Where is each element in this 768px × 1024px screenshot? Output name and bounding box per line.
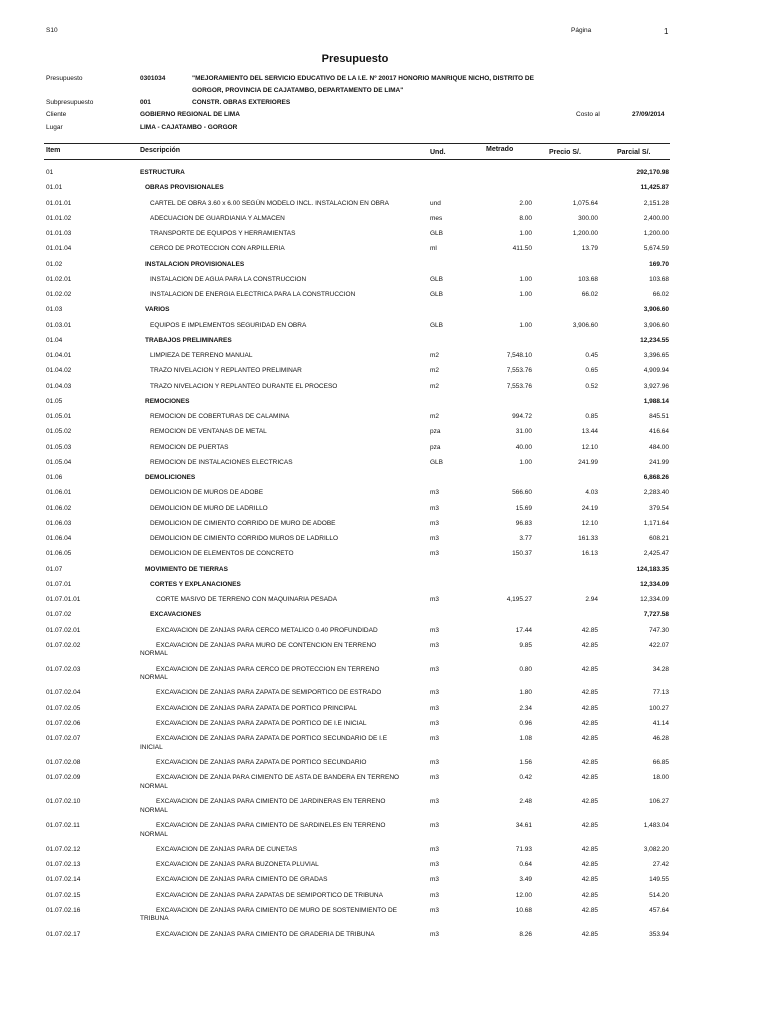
row-unit: m3	[430, 704, 440, 712]
row-unit: m2	[430, 382, 440, 390]
row-parcial: 1,200.00	[643, 230, 669, 237]
row-item: 01.07.02.05	[46, 704, 81, 712]
costo-label: Costo al	[576, 111, 600, 118]
row-item: 01.07.02.06	[46, 719, 81, 727]
row-precio: 42.85	[581, 891, 598, 899]
row-precio: 0.65	[585, 367, 598, 375]
row-unit: mes	[430, 214, 443, 222]
row-parcial: 608.21	[649, 535, 669, 542]
row-unit: m3	[430, 535, 440, 542]
row-description: LIMPIEZA DE TERRENO MANUAL	[150, 352, 253, 359]
row-item: 01	[46, 169, 54, 176]
row-parcial: 484.00	[649, 443, 669, 451]
row-parcial: 46.28	[652, 735, 669, 743]
row-description: ESTRUCTURA	[140, 169, 185, 176]
row-parcial: 292,170.98	[636, 169, 669, 176]
row-unit: m3	[430, 719, 440, 727]
col-header-descripcion: Descripción	[140, 147, 181, 154]
row-parcial: 2,151.28	[643, 199, 669, 207]
row-parcial: 3,906.60	[643, 321, 669, 329]
row-item: 01.06.03	[46, 519, 72, 527]
row-unit: m3	[430, 759, 440, 767]
row-parcial: 3,082.20	[643, 845, 669, 853]
row-item: 01.07.02.07	[46, 735, 81, 743]
row-unit: pza	[430, 443, 441, 451]
page-code: S10	[46, 27, 58, 34]
row-unit: m3	[430, 489, 440, 497]
row-description: EXCAVACIONES	[150, 611, 202, 619]
row-parcial: 124,183.35	[636, 565, 669, 573]
row-description: CERCO DE PROTECCION CON ARPILLERIA	[150, 245, 285, 253]
row-item: 01.01.03	[46, 230, 72, 237]
row-unit: m3	[430, 665, 440, 673]
col-header-metrado: Metrado	[486, 146, 514, 153]
row-parcial: 6,868.26	[643, 474, 669, 481]
row-description: EXCAVACION DE ZANJAS PARA ZAPATA DE PORTICO SECUNDARIO	[156, 759, 367, 767]
row-metrado: 411.50	[512, 245, 532, 253]
row-parcial: 747.30	[649, 626, 669, 634]
row-description: EXCAVACION DE ZANJAS PARA ZAPATA DE PORTICO PRINCIPAL	[156, 704, 357, 712]
row-item: 01.07.02.01	[46, 626, 81, 634]
row-precio: 0.45	[585, 352, 598, 359]
row-precio: 42.85	[581, 704, 598, 712]
row-parcial: 100.27	[649, 704, 669, 712]
row-parcial: 1,988.14	[643, 397, 669, 405]
row-metrado: 1.00	[519, 230, 532, 237]
col-header-precio: Precio S/.	[549, 149, 581, 156]
row-precio: 12.10	[581, 443, 598, 451]
row-description: DEMOLICION DE CIMIENTO CORRIDO DE MURO DE ADOBE	[150, 519, 336, 527]
row-item: 01.06.01	[46, 489, 72, 497]
row-item: 01.05	[46, 397, 63, 405]
presupuesto-label: Presupuesto	[46, 75, 83, 82]
row-unit: m3	[430, 550, 440, 558]
row-metrado: 7,553.76	[506, 382, 532, 390]
row-parcial: 34.28	[652, 665, 669, 673]
row-item: 01.04.03	[46, 382, 72, 390]
row-metrado: 1.56	[519, 759, 532, 767]
row-item: 01.07.01.01	[46, 596, 81, 603]
row-parcial: 353.94	[649, 930, 669, 938]
row-description: VARIOS	[145, 306, 170, 314]
row-metrado: 8.26	[519, 930, 532, 938]
row-metrado: 566.60	[512, 489, 532, 497]
row-unit: m3	[430, 822, 440, 829]
row-description: EXCAVACION DE ZANJAS PARA CIMIENTO DE MURO DE SOSTENIMIENTO DE	[156, 906, 398, 914]
lugar-label: Lugar	[46, 124, 63, 131]
row-description: EXCAVACION DE ZANJAS PARA CIMIENTO DE JARDINERAS EN TERRENO	[156, 798, 386, 806]
row-unit: m3	[430, 596, 440, 603]
page-title: Presupuesto	[321, 53, 389, 65]
row-unit: m3	[430, 626, 440, 634]
row-item: 01.04.02	[46, 367, 72, 375]
row-description: REMOCION DE PUERTAS	[150, 443, 229, 451]
row-description: MOVIMIENTO DE TIERRAS	[145, 565, 228, 573]
row-metrado: 0.42	[519, 774, 532, 782]
row-parcial: 3,906.60	[643, 306, 669, 314]
row-description: REMOCION DE VENTANAS DE METAL	[150, 428, 267, 436]
row-unit: m3	[430, 891, 440, 899]
row-precio: 42.85	[581, 876, 598, 884]
row-item: 01.07.02.17	[46, 930, 81, 938]
row-parcial: 1,171.64	[643, 519, 669, 527]
row-parcial: 2,425.47	[643, 550, 669, 558]
row-metrado: 0.80	[519, 665, 532, 673]
row-description: INSTALACION DE ENERGIA ELECTRICA PARA LA CONSTRUCCION	[150, 291, 356, 298]
row-description-continued: INICIAL	[140, 743, 163, 751]
row-description: EXCAVACION DE ZANJAS PARA CIMIENTO DE GRADERIA DE TRIBUNA	[156, 930, 375, 938]
row-metrado: 2.34	[519, 704, 532, 712]
row-description: EXCAVACION DE ZANJAS PARA ZAPATAS DE SEMIPORTICO DE TRIBUNA	[156, 891, 383, 899]
row-parcial: 12,234.55	[640, 336, 669, 344]
col-header-item: Item	[46, 147, 61, 154]
row-precio: 42.85	[581, 906, 598, 914]
row-parcial: 12,334.09	[640, 596, 669, 603]
row-description: DEMOLICION DE CIMIENTO CORRIDO MUROS DE LADRILLO	[150, 535, 339, 542]
row-precio: 42.85	[581, 822, 598, 829]
page-number: 1	[664, 27, 669, 36]
row-description: EXCAVACION DE ZANJAS PARA CIMIENTO DE SARDINELES EN TERRENO	[156, 822, 386, 829]
row-parcial: 66.85	[652, 759, 669, 767]
row-metrado: 994.72	[512, 413, 532, 420]
row-item: 01.02	[46, 260, 63, 268]
row-metrado: 1.00	[519, 458, 532, 466]
row-precio: 42.85	[581, 845, 598, 853]
row-precio: 42.85	[581, 798, 598, 806]
row-parcial: 379.54	[649, 504, 669, 512]
row-item: 01.02.01	[46, 275, 72, 283]
subpresupuesto-code: 001	[140, 99, 151, 106]
row-precio: 1,200.00	[572, 230, 598, 237]
row-item: 01.06	[46, 474, 63, 481]
row-precio: 13.44	[581, 428, 598, 436]
row-metrado: 1.00	[519, 291, 532, 298]
row-precio: 42.85	[581, 861, 598, 869]
row-metrado: 150.37	[512, 550, 532, 558]
row-item: 01.01.02	[46, 214, 72, 222]
row-precio: 16.13	[581, 550, 598, 558]
row-precio: 42.85	[581, 641, 598, 649]
row-description: REMOCION DE COBERTURAS DE CALAMINA	[150, 413, 290, 420]
presupuesto-name-line2: GORGOR, PROVINCIA DE CAJATAMBO, DEPARTAMENTO DE LIMA"	[192, 87, 404, 94]
row-unit: und	[430, 199, 441, 207]
row-item: 01.04	[46, 336, 63, 344]
row-parcial: 18.00	[652, 774, 669, 782]
row-item: 01.01.01	[46, 199, 72, 207]
presupuesto-code: 0301034	[140, 75, 166, 82]
row-unit: m3	[430, 876, 440, 884]
row-metrado: 2.48	[519, 798, 532, 806]
row-parcial: 3,927.96	[643, 382, 669, 390]
row-precio: 4.03	[585, 489, 598, 497]
row-parcial: 4,909.94	[643, 367, 669, 375]
row-unit: m2	[430, 352, 440, 359]
row-metrado: 4,195.27	[506, 596, 532, 603]
row-unit: GLB	[430, 458, 444, 466]
row-description: REMOCION DE INSTALACIONES ELECTRICAS	[150, 458, 293, 466]
row-description: TRABAJOS PRELIMINARES	[145, 336, 232, 344]
row-description: EXCAVACION DE ZANJAS PARA ZAPATA DE PORTICO SECUNDARIO DE I.E	[156, 735, 388, 743]
row-item: 01.04.01	[46, 352, 72, 359]
row-description: DEMOLICION DE ELEMENTOS DE CONCRETO	[150, 550, 294, 558]
row-description: INSTALACION DE AGUA PARA LA CONSTRUCCION	[150, 275, 307, 283]
row-description: EXCAVACION DE ZANJA PARA CIMIENTO DE ASTA DE BANDERA EN TERRENO	[156, 774, 400, 782]
row-item: 01.05.02	[46, 428, 72, 436]
row-description: ADECUACION DE GUARDIANIA Y ALMACEN	[150, 214, 285, 222]
row-metrado: 1.80	[519, 689, 532, 697]
row-description: TRAZO NIVELACION Y REPLANTEO DURANTE EL PROCESO	[150, 382, 338, 390]
row-precio: 42.85	[581, 759, 598, 767]
row-description: EXCAVACION DE ZANJAS PARA CERCO METALICO 0.40 PROFUNDIDAD	[156, 626, 378, 634]
row-precio: 24.19	[581, 504, 598, 512]
subpresupuesto-label: Subpresupuesto	[46, 99, 94, 106]
row-parcial: 5,674.59	[643, 245, 669, 253]
col-header-und: Und.	[430, 149, 446, 156]
row-metrado: 96.83	[515, 519, 532, 527]
row-parcial: 106.27	[649, 798, 669, 806]
row-metrado: 1.00	[519, 321, 532, 329]
row-description: OBRAS PROVISIONALES	[145, 184, 224, 192]
row-item: 01.07.02.12	[46, 845, 81, 853]
row-description: CORTE MASIVO DE TERRENO CON MAQUINARIA PESADA	[156, 596, 338, 603]
row-parcial: 66.02	[652, 291, 669, 298]
row-unit: m3	[430, 845, 440, 853]
row-parcial: 416.64	[649, 428, 669, 436]
row-parcial: 27.42	[652, 861, 669, 869]
row-precio: 0.85	[585, 413, 598, 420]
row-description: DEMOLICION DE MURO DE LADRILLO	[150, 504, 268, 512]
row-metrado: 7,548.10	[506, 352, 532, 359]
row-unit: GLB	[430, 291, 444, 298]
row-parcial: 2,283.40	[643, 489, 669, 497]
row-parcial: 422.07	[649, 641, 669, 649]
subpresupuesto-value: CONSTR. OBRAS EXTERIORES	[192, 99, 291, 106]
row-parcial: 77.13	[652, 689, 669, 697]
row-item: 01.05.04	[46, 458, 72, 466]
row-precio: 42.85	[581, 719, 598, 727]
row-item: 01.07.02.10	[46, 798, 81, 806]
row-parcial: 11,425.87	[640, 184, 669, 192]
row-precio: 13.79	[581, 245, 598, 253]
row-unit: m3	[430, 689, 440, 697]
row-metrado: 3.49	[519, 876, 532, 884]
row-unit: m3	[430, 519, 440, 527]
row-description-continued: NORMAL	[140, 650, 168, 658]
header-bottom-rule	[44, 159, 670, 160]
row-precio: 300.00	[578, 214, 598, 222]
row-description: EXCAVACION DE ZANJAS PARA ZAPATA DE SEMIPORTICO DE ESTRADO	[156, 689, 382, 697]
row-unit: GLB	[430, 230, 444, 237]
row-unit: m3	[430, 774, 440, 782]
row-metrado: 3.77	[519, 535, 532, 542]
row-item: 01.07.01	[46, 580, 72, 588]
row-metrado: 15.69	[515, 504, 532, 512]
row-item: 01.05.03	[46, 443, 72, 451]
row-parcial: 3,396.65	[643, 352, 669, 359]
row-metrado: 2.00	[519, 199, 532, 207]
row-description-continued: NORMAL	[140, 830, 168, 838]
row-precio: 42.85	[581, 689, 598, 697]
row-metrado: 17.44	[515, 626, 532, 634]
row-item: 01.07	[46, 565, 63, 573]
row-metrado: 12.00	[515, 891, 532, 899]
row-parcial: 7,727.58	[643, 611, 669, 619]
page-label: Página	[571, 27, 592, 34]
row-description: DEMOLICIONES	[145, 474, 196, 481]
cliente-label: Cliente	[46, 111, 67, 118]
row-description: CARTEL DE OBRA 3.60 x 6.00 SEGÚN MODELO INCL. INSTALACION EN OBRA	[150, 199, 390, 207]
row-item: 01.03.01	[46, 321, 72, 329]
row-description: EQUIPOS E IMPLEMENTOS SEGURIDAD EN OBRA	[150, 321, 307, 329]
row-item: 01.07.02	[46, 611, 72, 619]
row-unit: ml	[430, 245, 437, 253]
row-metrado: 8.00	[519, 214, 532, 222]
row-unit: m3	[430, 906, 440, 914]
row-description-continued: TRIBUNA	[140, 915, 169, 923]
row-item: 01.07.02.09	[46, 774, 81, 782]
row-description-continued: NORMAL	[140, 674, 168, 682]
row-unit: GLB	[430, 321, 444, 329]
cliente-value: GOBIERNO REGIONAL DE LIMA	[140, 111, 240, 118]
row-metrado: 9.85	[519, 641, 532, 649]
row-parcial: 41.14	[652, 719, 669, 727]
row-description: INSTALACION PROVISIONALES	[145, 260, 245, 268]
row-unit: m3	[430, 504, 440, 512]
row-item: 01.07.02.16	[46, 906, 81, 914]
row-description-continued: NORMAL	[140, 782, 168, 790]
row-parcial: 12,334.09	[640, 580, 669, 588]
row-description: CORTES Y EXPLANACIONES	[150, 580, 241, 588]
row-item: 01.07.02.02	[46, 641, 81, 649]
row-parcial: 845.51	[649, 413, 669, 420]
row-unit: GLB	[430, 275, 444, 283]
costo-value: 27/09/2014	[632, 111, 665, 118]
row-unit: m2	[430, 367, 440, 375]
row-description: EXCAVACION DE ZANJAS PARA MURO DE CONTENCION EN TERRENO	[156, 641, 377, 649]
row-precio: 1,075.64	[572, 199, 598, 207]
row-unit: m3	[430, 641, 440, 649]
row-unit: m3	[430, 930, 440, 938]
row-description: EXCAVACION DE ZANJAS PARA DE CUNETAS	[156, 845, 298, 853]
row-item: 01.05.01	[46, 413, 72, 420]
row-description: EXCAVACION DE ZANJAS PARA ZAPATA DE PORTICO DE I.E INICIAL	[156, 719, 367, 727]
row-item: 01.07.02.15	[46, 891, 81, 899]
row-item: 01.01	[46, 184, 63, 192]
row-unit: m3	[430, 861, 440, 869]
row-metrado: 0.64	[519, 861, 532, 869]
row-metrado: 71.93	[515, 845, 532, 853]
row-parcial: 169.70	[649, 260, 669, 268]
row-metrado: 40.00	[515, 443, 532, 451]
row-precio: 103.68	[578, 275, 598, 283]
row-metrado: 7,553.76	[506, 367, 532, 375]
row-metrado: 10.68	[515, 906, 532, 914]
row-metrado: 31.00	[515, 428, 532, 436]
row-item: 01.07.02.14	[46, 876, 81, 884]
row-unit: m3	[430, 735, 440, 743]
row-parcial: 149.55	[649, 876, 669, 884]
row-item: 01.03	[46, 306, 63, 314]
row-item: 01.06.02	[46, 504, 72, 512]
row-precio: 42.85	[581, 735, 598, 743]
row-precio: 2.94	[585, 596, 598, 603]
row-parcial: 103.68	[649, 275, 669, 283]
row-precio: 241.99	[578, 458, 598, 466]
row-metrado: 1.00	[519, 275, 532, 283]
row-description: EXCAVACION DE ZANJAS PARA BUZONETA PLUVIAL	[156, 861, 319, 869]
row-precio: 12.10	[581, 519, 598, 527]
row-parcial: 1,483.04	[643, 822, 669, 829]
row-item: 01.07.02.08	[46, 759, 81, 767]
row-parcial: 241.99	[649, 458, 669, 466]
row-metrado: 0.96	[519, 719, 532, 727]
row-precio: 0.52	[585, 382, 598, 390]
col-header-parcial: Parcial S/.	[617, 149, 651, 156]
row-precio: 42.85	[581, 774, 598, 782]
row-item: 01.01.04	[46, 245, 72, 253]
row-unit: m2	[430, 413, 440, 420]
presupuesto-name-line1: "MEJORAMIENTO DEL SERVICIO EDUCATIVO DE LA I.E. Nº 20017 HONORIO MANRIQUE NICHO, DISTRITO DE	[192, 75, 534, 82]
row-item: 01.07.02.03	[46, 665, 81, 673]
row-item: 01.06.05	[46, 550, 72, 558]
row-item: 01.02.02	[46, 291, 72, 298]
row-item: 01.07.02.11	[46, 822, 80, 829]
row-metrado: 1.08	[519, 735, 532, 743]
row-item: 01.07.02.04	[46, 689, 81, 697]
row-parcial: 457.64	[649, 906, 669, 914]
row-description: EXCAVACION DE ZANJAS PARA CIMIENTO DE GRADAS	[156, 876, 328, 884]
row-precio: 3,906.60	[572, 321, 598, 329]
row-description: REMOCIONES	[145, 397, 190, 405]
row-description: EXCAVACION DE ZANJAS PARA CERCO DE PROTECCION EN TERRENO	[156, 665, 380, 673]
row-item: 01.06.04	[46, 535, 72, 542]
row-unit: m3	[430, 798, 440, 806]
row-parcial: 2,400.00	[643, 214, 669, 222]
row-precio: 42.85	[581, 930, 598, 938]
row-parcial: 514.20	[649, 891, 669, 899]
row-unit: pza	[430, 428, 441, 436]
row-precio: 161.33	[578, 535, 598, 542]
row-precio: 66.02	[581, 291, 598, 298]
header-top-rule	[44, 143, 670, 144]
row-description-continued: NORMAL	[140, 806, 168, 814]
row-metrado: 34.61	[515, 822, 532, 829]
row-precio: 42.85	[581, 665, 598, 673]
row-item: 01.07.02.13	[46, 861, 81, 869]
row-precio: 42.85	[581, 626, 598, 634]
row-description: TRANSPORTE DE EQUIPOS Y HERRAMIENTAS	[150, 230, 296, 237]
lugar-value: LIMA - CAJATAMBO - GORGOR	[140, 124, 238, 131]
row-description: DEMOLICION DE MUROS DE ADOBE	[150, 489, 264, 497]
row-description: TRAZO NIVELACION Y REPLANTEO PRELIMINAR	[150, 367, 302, 375]
